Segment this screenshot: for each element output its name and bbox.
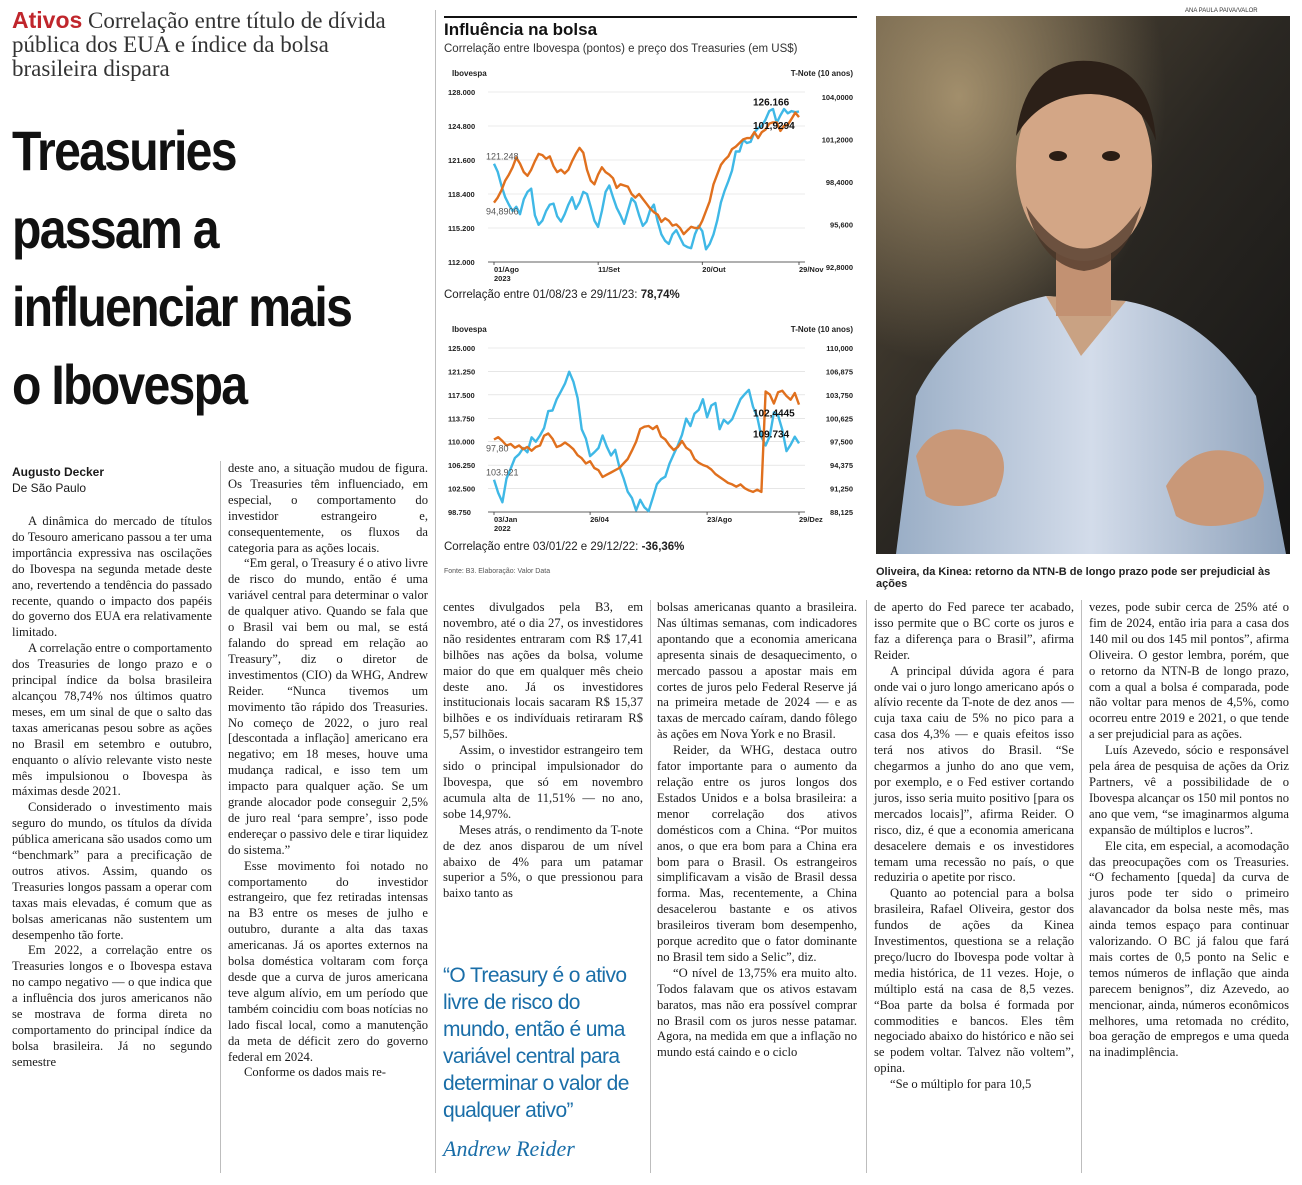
right-tick-label: 104,0000	[821, 93, 853, 103]
left-tick-label: 121.250	[448, 367, 476, 377]
paragraph: deste ano, a situação mudou de figura. Os Treasuries têm influenciado, em especial, o comportamento do investidor estrangeiro e, consequentemente, os fluxos da categoria para as ações locais.	[228, 461, 428, 555]
x-tick-year: 2022	[494, 524, 511, 533]
left-tick-label: 128.000	[448, 88, 476, 97]
x-tick-label: 29/Dez	[799, 515, 823, 524]
chart-source: Fonte: B3. Elaboração: Valor Data	[444, 568, 551, 575]
right-tick-label: 101,2000	[821, 135, 853, 145]
x-tick-label: 01/Ago	[494, 265, 520, 274]
portrait-photo	[876, 16, 1290, 554]
right-axis-label: T-Note (10 anos)	[790, 325, 853, 334]
paragraph: A correlação entre o comportamento dos Treasuries de longo prazo e o principal índice da bolsa brasileira alcançou 78,74% nos últimos quatro meses, em um sinal de que o salto das taxas americanas pesou sobre as ações no Brasil em setembro e outubro, enquanto o alívio relevante visto neste mês impulsionou o Ibovespa às máximas desde 2021.	[12, 641, 212, 799]
left-tick-label: 113.750	[448, 414, 475, 424]
column-divider	[435, 10, 436, 1173]
left-tick-label: 125.000	[448, 344, 476, 353]
chart-2022	[444, 322, 857, 534]
pull-quote: “O Treasury é o ativo livre de risco do mundo, então é uma variável central para determinar o valor de qualquer ativo”	[443, 964, 629, 1122]
left-tick-label: 106.250	[448, 461, 476, 471]
paragraph: Quanto ao potencial para a bolsa brasileira, Rafael Oliveira, gestor dos fundos de ações da Kinea Investimentos, questiona se a relação preço/lucro do Ibovespa pode voltar à media histórica, de 11 vezes. Hoje, o múltiplo está na casa de 8,5 vezes. “Boa parte da bolsa é formada por commodities e bancos. Eles têm negociado abaixo do histórico e não sei se podem voltar. Talvez não voltem”, opina.	[874, 886, 1074, 1076]
left-tick-label: 102.500	[448, 484, 476, 494]
column-divider	[866, 600, 867, 1173]
right-tick-label: 97,500	[830, 437, 853, 447]
chart-2023	[444, 66, 857, 284]
photo-credit: ANA PAULA PAIVA/VALOR	[1185, 8, 1258, 14]
x-tick-label: 11/Set	[598, 265, 620, 274]
chart-2022-caption	[444, 541, 684, 553]
annotation-tnote: 97,80	[486, 443, 509, 454]
photo-caption: Oliveira, da Kinea: retorno da NTN-B de longo prazo pode ser prejudicial às ações	[876, 566, 1271, 590]
paragraph: centes divulgados pela B3, em novembro, até o dia 27, os investidores não residentes entraram com R$ 17,41 bilhões nas ações da bolsa, volume maior do que em qualquer mês cheio deste ano. Já os investidores institucionais locais sacaram R$ 15,37 bilhões e os indivíduais retiraram R$ 5,57 bilhões.	[443, 600, 643, 742]
paragraph: A principal dúvida agora é para onde vai o juro longo americano após o alívio recente da T-note de dez anos — cuja taxa caiu de 5% no pico para a casa dos 4,3% — e quais efeitos isso terá nos ativos do Brasil. “Se chegarmos a junho do ano que vem, por exemplo, e o Fed estiver cortando juros, isso seria muito positivo [para os mercados locais]”, afirma Reider. O risco, diz, é que a economia americana desacelere demais e os investidores temam uma recessão no país, o que reduziria o apetite por risco.	[874, 663, 1074, 885]
left-tick-label: 115.200	[448, 224, 475, 233]
annotation-tnote: 102,4445	[753, 408, 795, 420]
left-axis-label: Ibovespa	[452, 325, 487, 334]
author-name: Augusto Decker	[12, 465, 105, 479]
left-tick-label: 118.400	[448, 190, 475, 199]
left-axis-label: Ibovespa	[452, 69, 487, 78]
x-tick-label: 29/Nov	[799, 265, 824, 274]
body-column-3	[443, 600, 643, 902]
left-tick-label: 112.000	[448, 258, 475, 267]
right-tick-label: 106,875	[825, 367, 853, 377]
right-tick-label: 100,625	[825, 414, 853, 424]
chart-2023-caption	[444, 289, 680, 301]
left-tick-label: 124.800	[448, 122, 476, 131]
paragraph: “Se o múltiplo for para 10,5	[890, 1077, 1032, 1092]
byline	[12, 464, 212, 496]
column-divider	[650, 600, 651, 1173]
x-tick-year: 2023	[494, 274, 511, 283]
right-tick-label: 91,250	[830, 484, 853, 494]
caption-label: Correlação entre 01/08/23 e 29/11/23:	[444, 289, 638, 301]
annotation-ibovespa: 109.734	[753, 429, 790, 441]
body-column-2	[228, 461, 428, 1081]
paragraph: “Em geral, o Treasury é o ativo livre de risco do mundo, então é uma variável central para determinar o valor de qualquer ativo. Quando se fala que o Brasil vai bem ou mal, se está falando do spread em relação ao Treasury”, diz o diretor de investimentos (CIO) da WHG, Andrew Reider. “Nunca tivemos um movimento tão rápido dos Treasuries. No começo de 2022, o juro real [descontada a inflação] americano era negativo; em 18 meses, houve uma mudança radical, e isso tem um impacto para qualquer ação. Se um grande alocador pode conseguir 2,5% de juro real ‘para sempre’, isso pode endereçar o passivo dele e tirar liquidez do sistema.”	[228, 556, 429, 857]
paragraph: A dinâmica do mercado de títulos do Tesouro americano passou a ter uma importância expressiva nas oscilações do Ibovespa na segunda metade deste ano, revertendo a tendência do passado recente, quando o impacto dos papéis do governo dos EUA era relativamente limitado.	[12, 514, 212, 640]
annotation-ibovespa: 121.248	[486, 151, 519, 162]
body-column-6	[1089, 600, 1289, 1061]
section-label: Ativos	[12, 7, 83, 33]
kicker-text: Correlação entre título de dívida pública dos EUA e índice da bolsa brasileira dispara	[12, 8, 386, 81]
paragraph: Considerado o investimento mais seguro do mundo, os títulos da dívida pública americana são usados como um “benchmark” para a precificação de outros ativos. Assim, quando os Treasuries longos passam a operar com taxas mais elevadas, é comum que as bolsas americanas não sustentem um desempenho tão forte.	[12, 800, 212, 942]
ibovespa-line	[494, 372, 799, 511]
paragraph: Meses atrás, o rendimento da T-note de dez anos disparou de um nível abaixo de 4% para um patamar superior a 5%, o que pressionou para baixo tanto as	[443, 822, 643, 901]
column-divider	[1081, 600, 1082, 1173]
right-tick-label: 95,600	[830, 220, 853, 230]
annotation-tnote: 94,8906	[486, 206, 519, 217]
paragraph: Esse movimento foi notado no comportamento do investidor estrangeiro, que fez retiradas intensas na B3 entre os meses de julho e outubro, durante a alta das taxas americanas. Já os aportes externos na bolsa doméstica voltaram com força desde que a curva de juros americana teve algum alívio, em um período que também coincidiu com boas notícias no lado fiscal local, como a manutenção da meta de déficit zero do governo federal em 2024.	[228, 858, 428, 1064]
right-tick-label: 92,8000	[825, 263, 853, 273]
paragraph: Luís Azevedo, sócio e responsável pela área de pesquisa de ações da Oriz Partners, vê a possibilidade de o Ibovespa alcançar os 150 mil pontos no ano que vem, “se imaginarmos alguma expansão de múltiplos e lucros”.	[1089, 743, 1289, 837]
headline: Treasuries passam a influenciar mais o Ibovespa	[12, 119, 352, 416]
right-axis-label: T-Note (10 anos)	[790, 69, 853, 78]
right-tick-label: 88,125	[830, 508, 853, 517]
body-column-5	[874, 600, 1074, 1093]
right-tick-label: 103,750	[825, 390, 853, 400]
left-tick-label: 98.750	[448, 508, 471, 517]
infographic-title: Influência na bolsa	[444, 20, 598, 39]
paragraph: “O nível de 13,75% era muito alto. Todos falavam que os ativos estavam baratos, mas não era possível comprar no Brasil com os juros nesse patamar. Agora, na medida em que a inflação no mundo está caindo e o ciclo	[657, 965, 857, 1060]
column-divider	[220, 461, 221, 1173]
paragraph: Assim, o investidor estrangeiro tem sido o principal impulsionador do Ibovespa, que só em novembro acumula alta de 11,51% — no ano, sobe 14,97%.	[443, 743, 643, 821]
x-tick-label: 26/04	[590, 515, 609, 524]
x-tick-label: 23/Ago	[707, 515, 733, 524]
paragraph: bolsas americanas quanto a brasileira. Nas últimas semanas, com indicadores apontando que a economia americana apresenta sinais de desaquecimento, o mercado passou a apostar mais em cortes de juros pelo Federal Reserve já na primeira metade de 2024 — e as taxas de mercado caíram, dando fôlego às ações em Nova York e no Brasil.	[657, 600, 857, 742]
annotation-tnote: 101,9294	[753, 121, 795, 133]
right-tick-label: 98,4000	[825, 178, 853, 188]
paragraph: de aperto do Fed parece ter acabado, isso permite que o BC corte os juros e faz a diferença para o Brasil”, afirma Reider.	[874, 600, 1074, 662]
infographic-subtitle: Correlação entre Ibovespa (pontos) e preço dos Treasuries (em US$)	[444, 43, 798, 55]
author-location: De São Paulo	[12, 481, 87, 495]
annotation-ibovespa: 126.166	[753, 97, 790, 109]
left-tick-label: 110.000	[448, 437, 475, 447]
pull-quote-author: Andrew Reider	[443, 1136, 575, 1161]
paragraph: Conforme os dados mais re-	[244, 1065, 386, 1080]
x-tick-label: 03/Jan	[494, 515, 518, 524]
left-tick-label: 121.600	[448, 156, 476, 165]
infographic-rule	[444, 16, 857, 18]
annotation-ibovespa: 103.921	[486, 467, 519, 478]
caption-label: Correlação entre 03/01/22 e 29/12/22:	[444, 541, 639, 553]
right-tick-label: 110,000	[826, 344, 853, 353]
body-column-4	[657, 600, 857, 1061]
paragraph: Reider, da WHG, destaca outro fator importante para o aumento da relação entre os juros longos dos Estados Unidos e a bolsa brasileira: a menor correlação dos ativos domésticos com a China. “Por muitos anos, o que era bom para a China era bom para o Brasil. Os estrangeiros simplificavam a visão de Brasil dessa forma. Mas, recentemente, a China desacelerou bastante e os ativos brasileiros tiveram bom desempenho, porque acredito que o fator dominante no Brasil tem sido a Selic”, diz.	[657, 743, 857, 964]
body-column-1	[12, 514, 212, 1071]
right-tick-label: 94,375	[830, 461, 853, 471]
caption-value: 78,74%	[640, 289, 680, 301]
paragraph: vezes, pode subir cerca de 25% até o fim de 2024, então iria para a casa dos 140 mil ou dos 145 mil pontos”, afirma Oliveira. O gestor lembra, porém, que o retorno da NTN-B de longo prazo, com a qual a bolsa é comparada, pode não voltar para menos de 4,5%, como ocorreu entre 2019 e 2021, o que tende a ser prejudicial para as ações.	[1089, 600, 1289, 742]
caption-value: -36,36%	[641, 541, 685, 553]
paragraph: Em 2022, a correlação entre os Treasuries longos e o Ibovespa estava no campo negativo — o que indica que a influência dos juros americanos não se mostrava de forma direta no comportamento do principal índice da bolsa brasileira. Já no segundo semestre	[12, 943, 212, 1069]
left-tick-label: 117.500	[448, 390, 475, 400]
x-tick-label: 20/Out	[702, 265, 726, 274]
article-kicker	[12, 8, 417, 81]
paragraph: Ele cita, em especial, a acomodação das preocupações com os Treasuries. “O fechamento [queda] da curva de juros pode ter sido o primeiro alavancador da bolsa neste mês, mas ainda temos espaço para continuar valorizando. O BC já falou que fará mais cortes de 0,5 ponto na Selic e temos números de inflação que ainda parecem benignos”, diz Azevedo, ao mencionar, ainda, números econômicos melhores, uma retomada no crédito, boa geração de empregos e uma queda na inadimplência.	[1089, 838, 1289, 1060]
